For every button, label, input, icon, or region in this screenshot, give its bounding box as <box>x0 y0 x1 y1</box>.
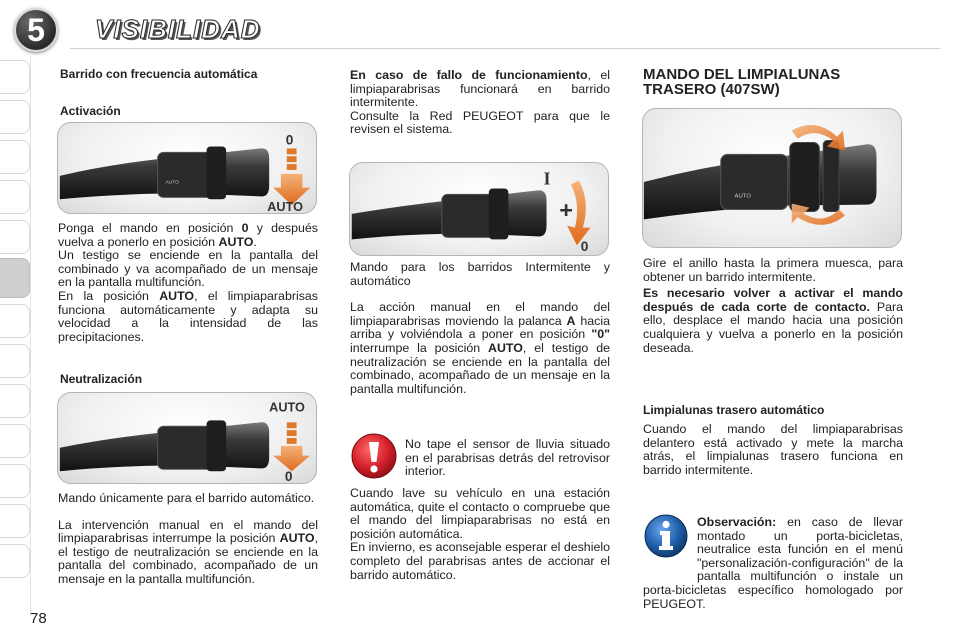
figure-lever-neutralization <box>57 392 317 484</box>
col2-middle-text <box>350 261 610 396</box>
wiper-lever-illustration <box>58 393 316 483</box>
chapter-tab-10[interactable] <box>0 424 30 458</box>
tab-rail <box>30 56 46 616</box>
paragraph: Mando únicamente para el barrido automático. <box>58 491 315 505</box>
section-title-rear-wiper: MANDO DEL LIMPIALUNAS TRASERO (407SW) <box>643 66 841 98</box>
paragraph: Mando para los barridos Intermitente y automático <box>350 260 610 288</box>
paragraph: Es necesario volver a activar el mando después de cada corte de contacto. Para ello, desplace el mando hacia una posición cualquiera y vuelva a ponerlo en la posición deseada. <box>643 286 903 355</box>
chapter-tab-6-active[interactable] <box>0 258 30 298</box>
lever-label-auto: AUTO <box>734 193 751 200</box>
chapter-tab-2[interactable] <box>0 100 30 134</box>
paragraph: En invierno, es aconsejable esperar el deshielo completo del parabrisas antes de accionar el barrido automático. <box>350 540 610 582</box>
header-divider <box>70 48 940 49</box>
figure-rear-wiper-ring <box>642 108 902 248</box>
position-label-0: 0 <box>580 239 589 255</box>
paragraph: La acción manual en el mando del limpiaparabrisas moviendo la palanca A hacia arriba y volviéndola a poner en posición "0" interrumpe la posición AUTO, el testigo de neutralización se enciende en la pantalla del combinado, acompañado de un mensaje en la pantalla multifunción. <box>350 300 610 396</box>
section-title-auto-sweep: Barrido con frecuencia automática <box>60 67 258 81</box>
paragraph: Gire el anillo hasta la primera muesca, para obtener un barrido intermitente. <box>643 256 903 284</box>
note-spacer <box>643 516 697 572</box>
chapter-tab-8[interactable] <box>0 344 30 378</box>
paragraph: Consulte la Red PEUGEOT para que le revisen el sistema. <box>350 108 610 137</box>
position-label-0: 0 <box>284 469 293 483</box>
col2-top-text <box>350 69 610 137</box>
position-label-i: I <box>543 168 551 189</box>
figure-lever-activation <box>57 122 317 214</box>
chapter-tab-1[interactable] <box>0 60 30 94</box>
lever-label-auto: AUTO <box>165 180 179 186</box>
paragraph: Un testigo se enciende en la pantalla del combinado y va acompañado de un mensaje en la pantalla multifunción. <box>58 248 318 290</box>
page-number: 78 <box>30 610 47 627</box>
col3-text <box>643 257 903 355</box>
warning-icon <box>350 432 398 480</box>
position-label-0: 0 <box>285 132 294 148</box>
figure-lever-intermittent <box>349 162 609 256</box>
col1-activation-text <box>58 222 318 344</box>
heading-neutralization: Neutralización <box>60 372 143 386</box>
heading-activation: Activación <box>60 104 121 118</box>
chapter-tab-3[interactable] <box>0 140 30 174</box>
warning-note-text: No tape el sensor de lluvia situado en el parabrisas detrás del retrovisor interior. <box>405 437 610 479</box>
chapter-number-badge: 5 <box>14 8 58 52</box>
col1-neutralization-text <box>58 492 318 587</box>
paragraph: Cuando lave su vehículo en una estación automática, quite el contacto o compruebe que el mando del limpiaparabrisas no está en posición automática. <box>350 486 610 541</box>
chapter-tab-13[interactable] <box>0 544 30 578</box>
rear-wiper-lever-illustration <box>643 109 901 247</box>
page-title: VISIBILIDAD <box>95 14 261 44</box>
plus-sign: + <box>559 196 573 223</box>
chapter-tab-12[interactable] <box>0 504 30 538</box>
position-label-auto: AUTO <box>267 199 303 213</box>
chapter-tab-7[interactable] <box>0 304 30 338</box>
chapter-tab-5[interactable] <box>0 220 30 254</box>
position-label-auto: AUTO <box>269 399 305 415</box>
col3-rear-auto-text: Cuando el mando del limpiaparabrisas delantero está activado y mete la marcha atrás, el limpialunas trasero funciona en barrido intermitente. <box>643 422 903 477</box>
chapter-tab-9[interactable] <box>0 384 30 418</box>
paragraph: Ponga el mando en posición 0 y después vuelva a ponerlo en posición AUTO. <box>58 221 318 249</box>
col2-bottom-text <box>350 487 610 582</box>
wiper-lever-illustration <box>350 163 608 255</box>
chapter-tab-4[interactable] <box>0 180 30 214</box>
heading-rear-auto: Limpialunas trasero automático <box>643 403 825 417</box>
info-note-text: Observación: en caso de llevar montado un porta-bicicletas, neutralice esta función en el menú "personalización-configuración" de la pantalla multifunción o instale un porta-bicicletas específico homologado por PEUGEOT. <box>643 515 903 611</box>
wiper-lever-illustration <box>58 123 316 213</box>
chapter-tab-11[interactable] <box>0 464 30 498</box>
paragraph: En caso de fallo de funcionamiento, el limpiaparabrisas funcionará en barrido intermitente. <box>350 68 611 110</box>
paragraph: La intervención manual en el mando del limpiaparabrisas interrumpe la posición AUTO, el testigo de neutralización se enciende en la pantalla del combinado, acompañado de un mensaje en la pantalla multifunción. <box>58 517 318 586</box>
paragraph: En la posición AUTO, el limpiaparabrisas funciona automáticamente y adapta su velocidad a la intensidad de las precipitaciones. <box>58 288 318 344</box>
